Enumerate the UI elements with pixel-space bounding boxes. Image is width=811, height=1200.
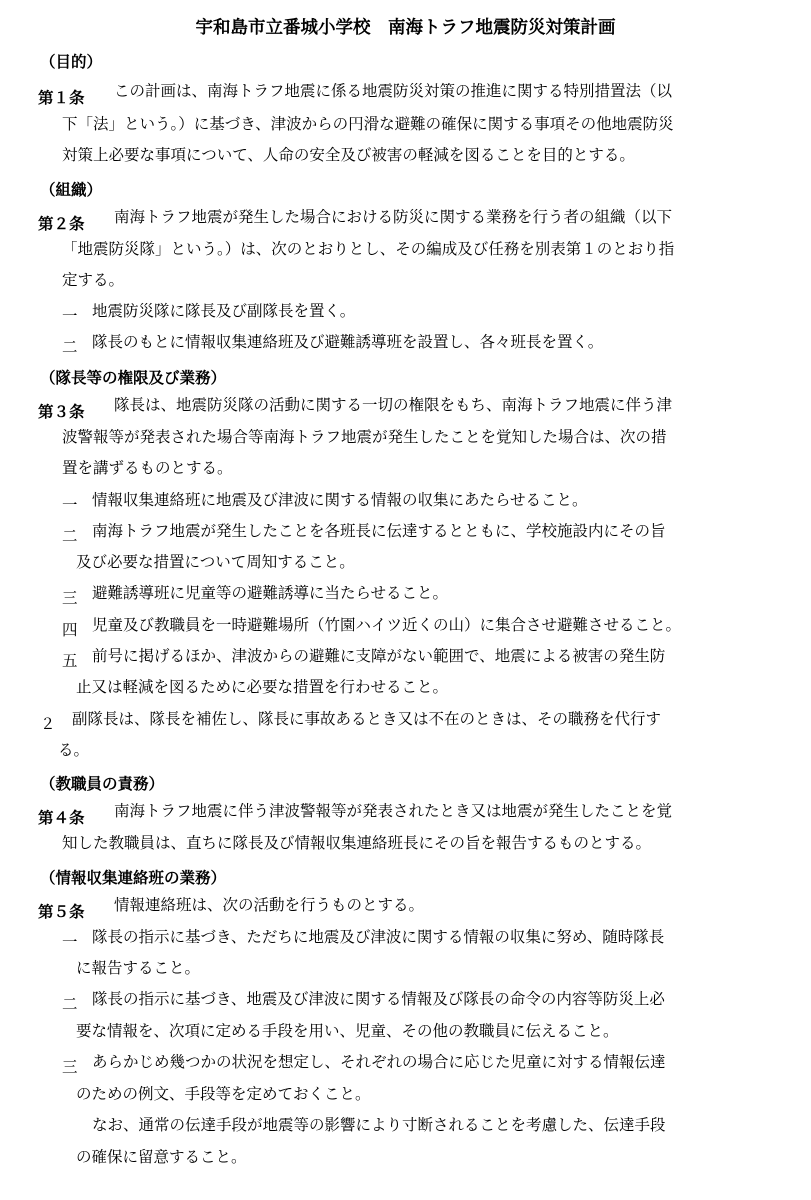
article-3-paragraph-2-num: ２ (40, 715, 56, 733)
article-2-item-1-line-1: 地震防災隊に隊長及び副隊長を置く。 (92, 302, 356, 320)
article-5-item-3-num: 三 (62, 1058, 78, 1076)
section-heading-captain-authority: （隊長等の権限及び業務） (40, 369, 227, 387)
document-title: 宇和島市立番城小学校 南海トラフ地震防災対策計画 (195, 18, 616, 38)
article-1-line-1: この計画は、南海トラフ地震に係る地震防災対策の推進に関する特別措置法（以 (114, 82, 673, 100)
article-5-item-1-line-1: 隊長の指示に基づき、ただちに地震及び津波に関する情報の収集に努め、随時隊長 (92, 928, 665, 946)
article-3-item-2-line-1: 南海トラフ地震が発生したことを各班長に伝達するとともに、学校施設内にその旨 (92, 522, 666, 540)
article-3-paragraph-2-line-1: 副隊長は、隊長を補佐し、隊長に事故あるとき又は不在のときは、その職務を代行す (72, 710, 662, 728)
article-3-item-1-line-1: 情報収集連絡班に地震及び津波に関する情報の収集にあたらせること。 (92, 491, 588, 509)
article-5-line-1: 情報連絡班は、次の活動を行うものとする。 (114, 896, 425, 914)
article-2-line-2: 「地震防災隊」という。）は、次のとおりとし、その編成及び任務を別表第１のとおり指 (62, 240, 675, 258)
article-5-item-3-line-2: のための例文、手段等を定めておくこと。 (76, 1085, 371, 1103)
article-4-line-2: 知した教職員は、直ちに隊長及び情報収集連絡班長にその旨を報告するものとする。 (62, 834, 652, 852)
article-2-label: 第２条 (38, 215, 85, 233)
section-heading-staff-duties: （教職員の責務） (40, 775, 165, 793)
article-1-label: 第１条 (38, 89, 85, 107)
section-heading-info-team-duties: （情報収集連絡班の業務） (40, 869, 227, 887)
article-2-item-1-num: 一 (62, 307, 78, 325)
article-5-note-line-2: の確保に留意すること。 (76, 1148, 247, 1166)
article-3-item-5-line-1: 前号に掲げるほか、津波からの避難に支障がない範囲で、地震による被害の発生防 (92, 647, 666, 665)
article-2-item-2-num: 二 (62, 338, 78, 356)
article-2-line-1: 南海トラフ地震が発生した場合における防災に関する業務を行う者の組織（以下 (114, 208, 673, 226)
article-5-label: 第５条 (38, 903, 85, 921)
section-heading-purpose: （目的） (40, 53, 103, 71)
article-3-item-5-num: 五 (62, 652, 78, 670)
article-4-line-1: 南海トラフ地震に伴う津波警報等が発表されたとき又は地震が発生したことを覚 (114, 802, 673, 820)
article-3-item-1-num: 一 (62, 496, 78, 514)
article-2-item-2-line-1: 隊長のもとに情報収集連絡班及び避難誘導班を設置し、各々班長を置く。 (92, 333, 604, 351)
article-3-item-2-line-2: 及び必要な措置について周知すること。 (76, 553, 355, 571)
article-3-item-5-line-2: 止又は軽減を図るために必要な措置を行わせること。 (76, 678, 449, 696)
article-5-item-2-line-2: 要な情報を、次項に定める手段を用い、児童、その他の教職員に伝えること。 (76, 1022, 619, 1040)
article-3-item-4-line-1: 児童及び教職員を一時避難場所（竹園ハイツ近くの山）に集合させ避難させること。 (92, 616, 682, 634)
article-5-item-1-line-2: に報告すること。 (76, 959, 201, 977)
article-3-line-2: 波警報等が発表された場合等南海トラフ地震が発生したことを覚知した場合は、次の措 (62, 428, 667, 446)
article-3-line-3: 置を講ずるものとする。 (62, 459, 233, 477)
article-1-line-2: 下「法」という。）に基づき、津波からの円滑な避難の確保に関する事項その他地震防災 (62, 115, 674, 133)
article-4-label: 第４条 (38, 809, 85, 827)
article-5-note-line-1: なお、通常の伝達手段が地震等の影響により寸断されることを考慮した、伝達手段 (92, 1116, 666, 1134)
article-3-line-1: 隊長は、地震防災隊の活動に関する一切の権限をもち、南海トラフ地震に伴う津 (114, 396, 673, 414)
article-3-paragraph-2-line-2: る。 (58, 741, 90, 759)
article-5-item-2-num: 二 (62, 995, 78, 1013)
article-3-item-4-num: 四 (62, 621, 78, 639)
article-5-item-2-line-1: 隊長の指示に基づき、地震及び津波に関する情報及び隊長の命令の内容等防災上必 (92, 990, 665, 1008)
article-2-line-3: 定する。 (62, 271, 125, 289)
article-1-line-3: 対策上必要な事項について、人命の安全及び被害の軽減を図ることを目的とする。 (62, 146, 635, 164)
article-3-item-3-line-1: 避難誘導班に児童等の避難誘導に当たらせること。 (92, 584, 449, 602)
section-heading-organization: （組織） (40, 181, 103, 199)
article-5-item-3-line-1: あらかじめ幾つかの状況を想定し、それぞれの場合に応じた児童に対する情報伝達 (92, 1053, 666, 1071)
article-3-item-2-num: 二 (62, 527, 78, 545)
article-3-item-3-num: 三 (62, 589, 78, 607)
article-5-item-1-num: 一 (62, 933, 78, 951)
article-3-label: 第３条 (38, 403, 85, 421)
